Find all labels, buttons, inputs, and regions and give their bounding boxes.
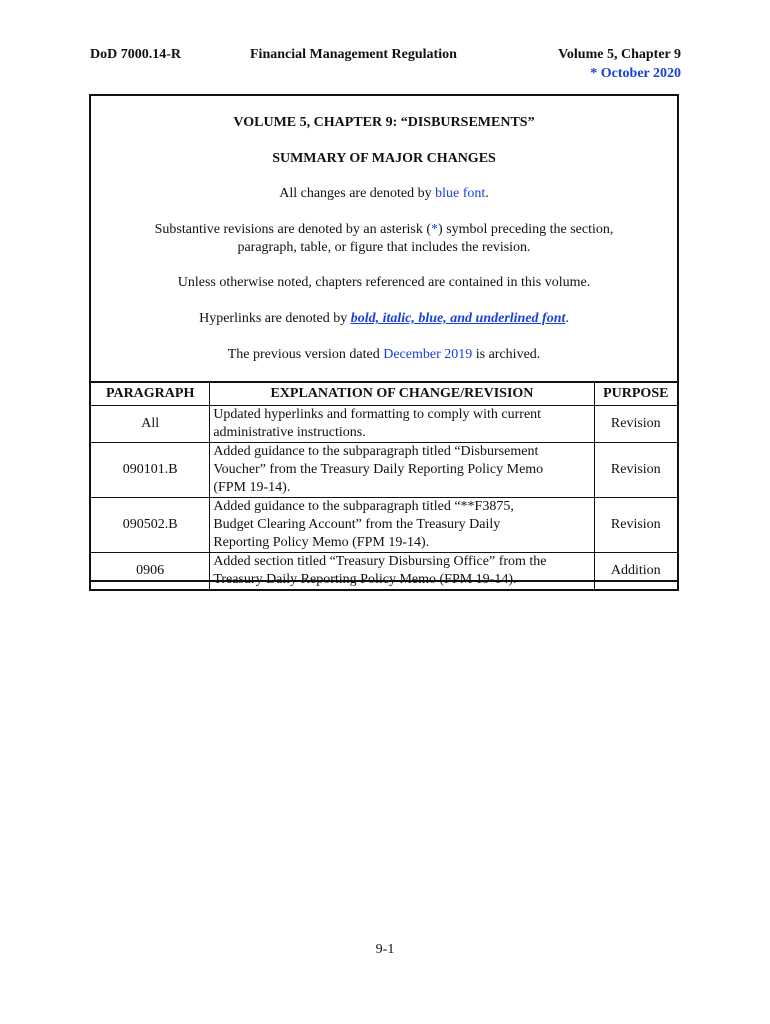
paragraph-cell: 090502.B: [90, 498, 210, 553]
previous-version-note: [91, 347, 677, 363]
blue-font-text: blue font: [435, 186, 486, 201]
hyperlink-example[interactable]: bold, italic, blue, and underlined font: [350, 311, 566, 326]
explanation-line: Reporting Policy Memo (FPM 19-14).: [213, 535, 430, 550]
previous-date: December 2019: [383, 347, 473, 362]
table-header-row: [90, 382, 678, 406]
hyperlinks-note: [91, 311, 677, 327]
hyperlinks-suffix: .: [565, 311, 569, 326]
volume-chapter: Volume 5, Chapter 9: [558, 47, 681, 62]
explanation-cell: [210, 553, 594, 591]
table-row: [90, 498, 678, 553]
table-row: [90, 406, 678, 443]
purpose-cell: Revision: [594, 498, 678, 553]
explanation-line: Added section titled “Treasury Disbursing Office” from the: [213, 554, 547, 569]
revision-date: * October 2020: [590, 66, 681, 81]
explanation-line: Added guidance to the subparagraph titled “Disbursement: [213, 444, 539, 459]
substantive-prefix: Substantive revisions are denoted by an asterisk (: [154, 222, 432, 237]
table-row: [90, 443, 678, 498]
purpose-cell: Revision: [594, 443, 678, 498]
page-header: [90, 47, 681, 87]
explanation-line: Budget Clearing Account” from the Treasury Daily: [213, 517, 501, 532]
paragraph-column-header: PARAGRAPH: [90, 382, 210, 406]
explanation-column-header: EXPLANATION OF CHANGE/REVISION: [210, 382, 594, 406]
purpose-cell: Addition: [594, 553, 678, 591]
changes-prefix: All changes are denoted by: [279, 186, 436, 201]
table-row: [90, 553, 678, 591]
explanation-line: (FPM 19-14).: [213, 480, 291, 495]
unless-note: Unless otherwise noted, chapters referenced are contained in this volume.: [177, 275, 591, 290]
purpose-cell: Revision: [594, 406, 678, 443]
previous-prefix: The previous version dated: [227, 347, 384, 362]
explanation-cell: [210, 406, 594, 443]
explanation-line: Added guidance to the subparagraph titled “**F3875,: [213, 499, 514, 514]
substantive-suffix: ) symbol preceding the section,: [438, 222, 614, 237]
explanation-cell: [210, 498, 594, 553]
purpose-column-header: PURPOSE: [594, 382, 678, 406]
paragraph-cell: 0906: [90, 553, 210, 591]
explanation-line: Voucher” from the Treasury Daily Reporting Policy Memo: [213, 462, 544, 477]
summary-box: [89, 94, 679, 587]
explanation-cell: [210, 443, 594, 498]
changes-table: [89, 381, 679, 591]
paragraph-cell: 090101.B: [90, 443, 210, 498]
explanation-line: Updated hyperlinks and formatting to comply with current: [213, 407, 542, 422]
explanation-line: Treasury Daily Reporting Policy Memo (FPM 19-14).: [213, 572, 517, 587]
explanation-line: administrative instructions.: [213, 425, 366, 440]
changes-note: [91, 186, 677, 202]
paragraph-cell: All: [90, 406, 210, 443]
previous-suffix: is archived.: [472, 347, 541, 362]
document-id: DoD 7000.14-R: [90, 47, 181, 62]
summary-subtitle: SUMMARY OF MAJOR CHANGES: [272, 151, 496, 166]
document-title: Financial Management Regulation: [250, 47, 457, 62]
changes-suffix: .: [485, 186, 489, 201]
hyperlinks-prefix: Hyperlinks are denoted by: [199, 311, 351, 326]
asterisk-symbol: *: [431, 222, 439, 237]
page-number: 9-1: [375, 942, 395, 957]
substantive-note-line2: paragraph, table, or figure that includes the revision.: [237, 240, 531, 255]
substantive-note-line1: [91, 222, 677, 238]
chapter-title: VOLUME 5, CHAPTER 9: “DISBURSEMENTS”: [233, 115, 535, 130]
